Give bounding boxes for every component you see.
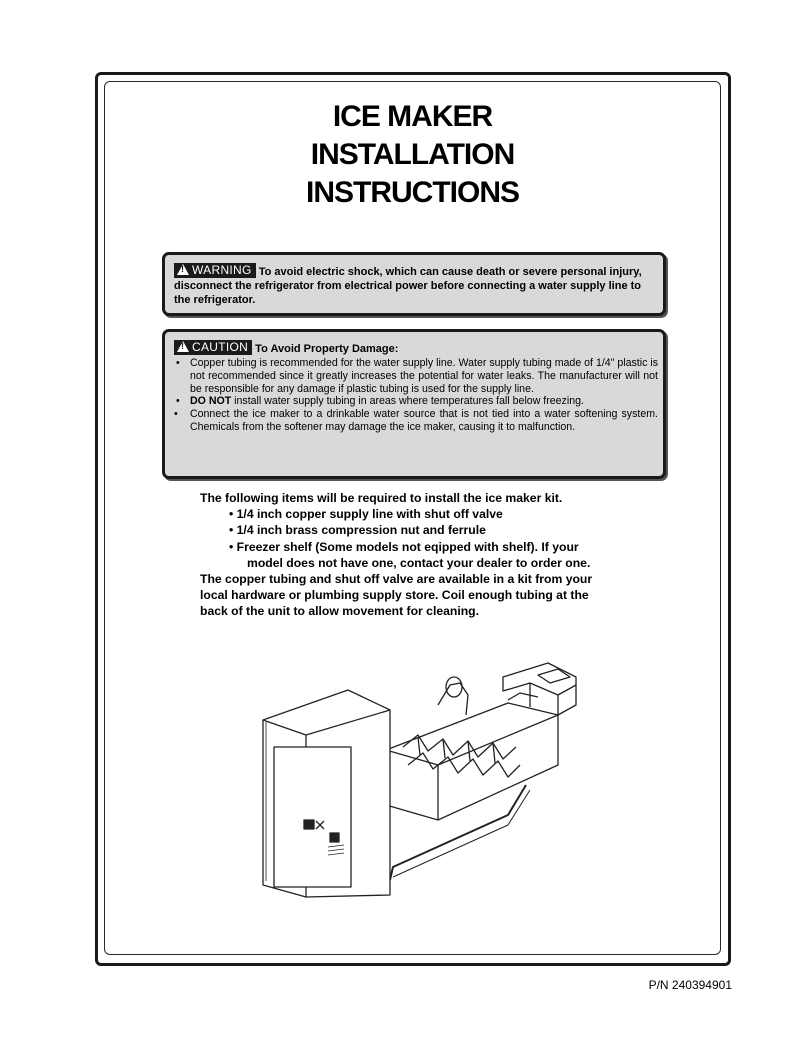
caution-item-2-text: install water supply tubing in areas where temperatures fall below freezing. [231,395,584,408]
caution-tag-label: CAUTION [192,340,249,354]
title-line-3: INSTRUCTIONS [306,176,519,209]
requirements-note-line: local hardware or plumbing supply store. Coil enough tubing at the [200,588,589,603]
caution-item: • Copper tubing is recommended for the water supply line. Water supply tubing made of 1/4" plastic is not recommended since it greatly increases the potential for water leaks. The manufacturer will not be responsible for any damage if plastic tubing is used for the supply line. [176,357,658,395]
caution-heading: To Avoid Property Damage: [255,343,399,355]
ice-maker-illustration [258,655,583,905]
caution-item-3-text: Connect the ice maker to a drinkable water source that is not tied into a water softening system. Chemicals from the softener may damage the ice maker, causing it to malfunction. [190,408,658,433]
requirements-note-line: The copper tubing and shut off valve are available in a kit from your [200,572,593,587]
requirement-item: • 1/4 inch brass compression nut and ferrule [229,523,486,538]
warning-text: To avoid electric shock, which can cause death or severe personal injury, disconnect the refrigerator from electrical power before connecting a water supply line to the refrigerator. [174,266,642,306]
warning-box [162,252,666,316]
caution-item: • DO NOT install water supply tubing in areas where temperatures fall below freezing. [176,395,584,408]
requirements-intro: The following items will be required to install the ice maker kit. [200,491,563,505]
requirement-item: • Freezer shelf (Some models not eqipped with shelf). If your [229,539,579,554]
requirement-item-continued: model does not have one, contact your dealer to order one. [247,555,591,570]
caution-box [162,329,666,479]
page-title [104,98,721,212]
caution-item: • Connect the ice maker to a drinkable water source that is not tied into a water softening system. Chemicals from the softener may damage the ice maker, causing it to malfunction. [174,408,658,433]
requirements-note-line: back of the unit to allow movement for cleaning. [200,604,479,619]
part-number: P/N 240394901 [648,978,732,992]
caution-triangle-icon [177,341,189,352]
warning-tag-label: WARNING [192,263,252,277]
caution-list [174,357,658,434]
warning-triangle-icon [177,264,189,275]
caution-item-1-text: Copper tubing is recommended for the water supply line. Water supply tubing made of 1/4" plastic is not recommended since it greatly increases the potential for water leaks. The manufacturer will not be responsible for any damage if plastic tubing is used for the supply line. [190,357,658,395]
caution-header [174,340,398,355]
warning-message [174,263,656,307]
caution-item-2-emphasis: DO NOT [190,395,232,408]
warning-tag [174,263,256,278]
caution-tag [174,340,252,355]
requirements-section [200,490,630,620]
title-line-1: ICE MAKER [332,100,493,133]
requirement-item: • 1/4 inch copper supply line with shut off valve [229,507,503,522]
title-line-2: INSTALLATION [310,138,515,171]
